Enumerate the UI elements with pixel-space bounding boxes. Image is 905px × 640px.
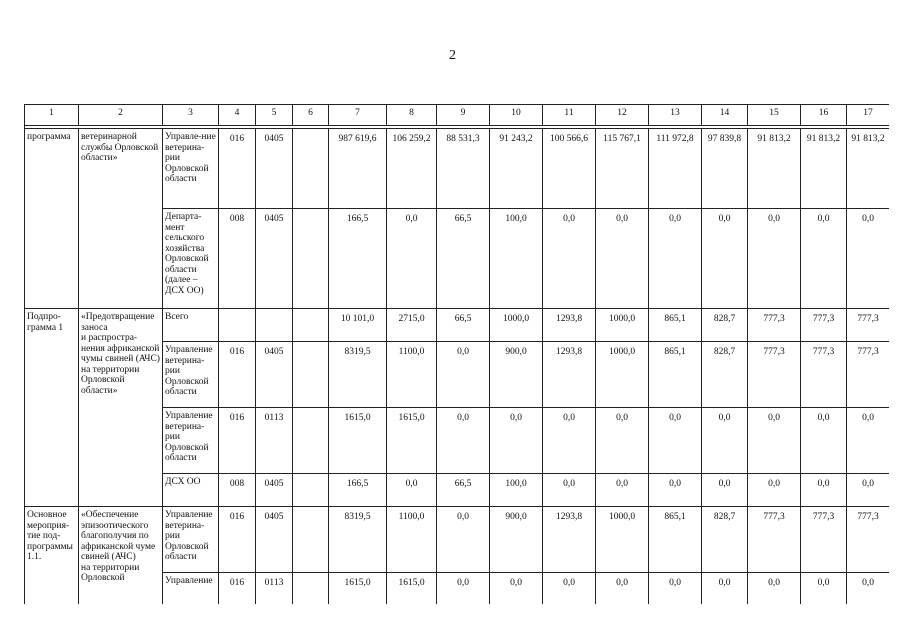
rzpr-code-cell: 0113 [256,573,293,605]
csr-code-cell [293,408,329,474]
col-num-11: 11 [543,105,596,126]
value-cell: 0,0 [596,474,649,507]
value-cell: 777,3 [847,342,890,408]
value-cell: 0,0 [596,573,649,605]
grbs-code-cell: 016 [219,507,256,573]
value-cell: 1000,0 [596,507,649,573]
value-cell: 777,3 [847,309,890,342]
value-cell: 91 813,2 [748,129,801,209]
csr-code-cell [293,209,329,309]
col-num-12: 12 [596,105,649,126]
executor-cell: ДСХ ОО [163,474,219,507]
budget-table-container [24,104,889,604]
page-number: 2 [449,48,456,63]
value-cell: 2715,0 [387,309,437,342]
table-row [25,507,890,573]
col-num-15: 15 [748,105,801,126]
col-num-8: 8 [387,105,437,126]
value-cell: 0,0 [649,474,702,507]
value-cell: 0,0 [387,209,437,309]
executor-cell: Управление ветерина-рии Орловской области [163,507,219,573]
value-cell: 1615,0 [387,408,437,474]
rzpr-code-cell: 0405 [256,474,293,507]
program-type-cell: программа [25,129,79,309]
value-cell: 828,7 [702,507,748,573]
program-name-cell: «Предотвращение заноса и распростра-нения африканской чумы свиней (АЧС) на территории Орловской области» [79,309,163,507]
value-cell: 828,7 [702,309,748,342]
value-cell: 97 839,8 [702,129,748,209]
value-cell: 66,5 [437,474,490,507]
csr-code-cell [293,507,329,573]
value-cell: 1615,0 [329,408,387,474]
value-cell: 865,1 [649,342,702,408]
col-num-1: 1 [25,105,79,126]
value-cell: 987 619,6 [329,129,387,209]
value-cell: 0,0 [437,408,490,474]
value-cell: 1000,0 [596,342,649,408]
value-cell: 0,0 [437,573,490,605]
col-num-14: 14 [702,105,748,126]
rzpr-code-cell: 0405 [256,342,293,408]
value-cell: 777,3 [847,507,890,573]
value-cell: 1000,0 [490,309,543,342]
program-name-cell: ветеринарной службы Орловской области» [79,129,163,309]
value-cell: 0,0 [801,209,847,309]
table-row [25,309,890,342]
grbs-code-cell: 016 [219,342,256,408]
value-cell: 0,0 [702,209,748,309]
grbs-code-cell: 016 [219,408,256,474]
value-cell: 0,0 [847,209,890,309]
value-cell: 0,0 [748,209,801,309]
rzpr-code-cell: 0113 [256,408,293,474]
value-cell: 10 101,0 [329,309,387,342]
executor-cell: Управле-ние ветерина-рии Орловской области [163,129,219,209]
value-cell: 0,0 [748,408,801,474]
value-cell: 91 813,2 [847,129,890,209]
value-cell: 777,3 [748,309,801,342]
program-type-cell: Основное мероприя-тие под-программы 1.1. [25,507,79,605]
value-cell: 865,1 [649,309,702,342]
rzpr-code-cell: 0405 [256,129,293,209]
value-cell: 0,0 [847,474,890,507]
value-cell: 100 566,6 [543,129,596,209]
col-num-13: 13 [649,105,702,126]
value-cell: 777,3 [748,507,801,573]
value-cell: 166,5 [329,209,387,309]
value-cell: 0,0 [801,573,847,605]
col-num-7: 7 [329,105,387,126]
grbs-code-cell [219,309,256,342]
col-num-2: 2 [79,105,163,126]
value-cell: 0,0 [543,209,596,309]
value-cell: 100,0 [490,209,543,309]
value-cell: 111 972,8 [649,129,702,209]
grbs-code-cell: 016 [219,573,256,605]
program-name-cell: «Обеспечение эпизоотического благополучия по африканской чуме свиней (АЧС) на территории Орловской [79,507,163,605]
grbs-code-cell: 008 [219,209,256,309]
value-cell: 1293,8 [543,309,596,342]
csr-code-cell [293,474,329,507]
rzpr-code-cell: 0405 [256,209,293,309]
value-cell: 0,0 [543,474,596,507]
program-type-cell: Подпро-грамма 1 [25,309,79,507]
value-cell: 0,0 [847,573,890,605]
executor-cell: Управление ветерина-рии Орловской области [163,342,219,408]
value-cell: 8319,5 [329,342,387,408]
executor-cell: Управление ветерина-рии Орловской области [163,408,219,474]
budget-table [24,104,889,604]
col-num-10: 10 [490,105,543,126]
value-cell: 91 813,2 [801,129,847,209]
executor-cell: Департа-мент сельского хозяйства Орловской области (далее – ДСХ ОО) [163,209,219,309]
col-num-3: 3 [163,105,219,126]
value-cell: 900,0 [490,507,543,573]
value-cell: 88 531,3 [437,129,490,209]
value-cell: 1293,8 [543,342,596,408]
value-cell: 0,0 [649,209,702,309]
value-cell: 0,0 [437,342,490,408]
grbs-code-cell: 016 [219,129,256,209]
executor-cell: Всего [163,309,219,342]
value-cell: 777,3 [801,342,847,408]
value-cell: 100,0 [490,474,543,507]
value-cell: 166,5 [329,474,387,507]
value-cell: 1100,0 [387,507,437,573]
value-cell: 0,0 [387,474,437,507]
col-num-5: 5 [256,105,293,126]
value-cell: 8319,5 [329,507,387,573]
col-num-17: 17 [847,105,890,126]
value-cell: 777,3 [801,507,847,573]
executor-cell: Управление [163,573,219,605]
csr-code-cell [293,342,329,408]
value-cell: 0,0 [649,573,702,605]
value-cell: 0,0 [748,573,801,605]
value-cell: 1615,0 [387,573,437,605]
value-cell: 900,0 [490,342,543,408]
col-num-4: 4 [219,105,256,126]
value-cell: 1615,0 [329,573,387,605]
csr-code-cell [293,573,329,605]
value-cell: 1000,0 [596,309,649,342]
rzpr-code-cell [256,309,293,342]
csr-code-cell [293,309,329,342]
value-cell: 0,0 [596,209,649,309]
rzpr-code-cell: 0405 [256,507,293,573]
value-cell: 865,1 [649,507,702,573]
column-number-row [25,105,890,126]
value-cell: 777,3 [801,309,847,342]
value-cell: 0,0 [596,408,649,474]
csr-code-cell [293,129,329,209]
value-cell: 1293,8 [543,507,596,573]
value-cell: 1100,0 [387,342,437,408]
value-cell: 0,0 [543,408,596,474]
value-cell: 91 243,2 [490,129,543,209]
value-cell: 777,3 [748,342,801,408]
value-cell: 828,7 [702,342,748,408]
value-cell: 0,0 [847,408,890,474]
value-cell: 0,0 [543,573,596,605]
col-num-16: 16 [801,105,847,126]
grbs-code-cell: 008 [219,474,256,507]
value-cell: 0,0 [702,408,748,474]
col-num-9: 9 [437,105,490,126]
table-row [25,129,890,209]
value-cell: 0,0 [649,408,702,474]
value-cell: 0,0 [748,474,801,507]
value-cell: 0,0 [437,507,490,573]
value-cell: 0,0 [702,573,748,605]
col-num-6: 6 [293,105,329,126]
value-cell: 0,0 [490,408,543,474]
value-cell: 0,0 [702,474,748,507]
value-cell: 106 259,2 [387,129,437,209]
value-cell: 0,0 [801,408,847,474]
value-cell: 0,0 [490,573,543,605]
value-cell: 115 767,1 [596,129,649,209]
value-cell: 0,0 [801,474,847,507]
value-cell: 66,5 [437,309,490,342]
value-cell: 66,5 [437,209,490,309]
